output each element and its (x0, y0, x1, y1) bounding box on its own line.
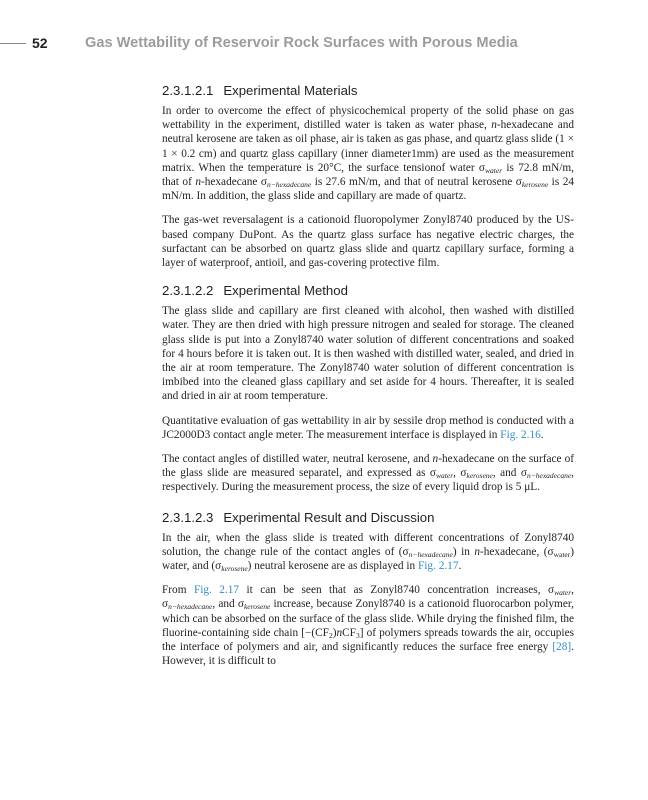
section-number: 2.3.1.2.2 (162, 283, 214, 299)
subscript: kerosene (521, 180, 549, 190)
text-run: is 72.8 mN/m, that of (162, 161, 574, 189)
subscript: kerosene (221, 564, 248, 574)
text-run: ) water, and (σ (162, 545, 574, 573)
paragraph-results-2 (162, 583, 574, 668)
subscript: 2 (328, 630, 333, 640)
text-run: , respectively. During the measurement process, the size of every liquid drop is 5 μL. (162, 467, 574, 494)
citation-link[interactable]: [28] (552, 641, 572, 654)
subscript: water (436, 471, 454, 481)
subscript: water (485, 165, 503, 175)
text-run: ) in (452, 545, 475, 558)
italic-run: n (491, 119, 497, 132)
figure-link[interactable]: Fig. 2.17 (417, 560, 459, 573)
text-run: , σ (162, 584, 574, 611)
subscript: kerosene (466, 471, 493, 481)
section-number: 2.3.1.2.1 (162, 83, 214, 98)
text-run: . However, it is difficult to (162, 641, 574, 668)
section-title: Experimental Method (223, 283, 348, 299)
section-heading-method (162, 282, 574, 299)
text-run: The contact angles of distilled water, neutral kerosene, and (162, 453, 433, 466)
text-run: ) neutral kerosene are as displayed in (247, 560, 418, 573)
running-header (0, 34, 648, 54)
text-run: , and σ (212, 598, 244, 611)
subscript: water (554, 588, 572, 598)
text-run: , σ (453, 467, 467, 480)
page-body (162, 82, 574, 679)
running-title: Gas Wettability of Reservoir Rock Surfaces with Porous Media (85, 35, 518, 51)
paragraph-materials-1 (162, 104, 574, 203)
subscript: water (553, 549, 571, 559)
text-run: -hexadecane and neutral kerosene are taken as oil phase, air is taken as gas phase, and quartz glass slide (1 × 1 × 0.2 cm) and quartz glass capillary (inner diameter1mm) are used as the measurement matrix. When the temperature is 20°C, the surface tensionof water σ (162, 119, 575, 174)
text-run: is 24 mN/m. In addition, the glass slide and capillary are made of quartz. (162, 176, 575, 203)
text-run: -hexadecane, (σ (480, 545, 554, 558)
text-run: it can be seen that as Zonyl8740 concentration increases, σ (239, 584, 555, 597)
text-run: In order to overcome the effect of physicochemical property of the solid phase on gas wettability in the experiment, distilled water is taken as water phase, (162, 105, 574, 132)
text-run: -hexadecane σ (200, 176, 267, 189)
paragraph-results-1 (162, 531, 574, 574)
subscript: 3 (355, 630, 360, 640)
text-run: , and σ (492, 467, 527, 480)
figure-link[interactable]: Fig. 2.16 (500, 428, 541, 441)
paragraph-method-1: The glass slide and capillary are first cleaned with alcohol, then washed with distilled water. They are then dried with high pressure nitrogen and sealed for storage. The cleaned glass slide is put into a Zonyl8740 water solution of different concentrations and soaked for 4 hours before it is taken out. It is then washed with distilled water, sealed, and dried in the air at room temperature. The Zonyl8740 water solution of different concentration is imbibed into the cleaned glass capillary and set aside for 4 hours. Thereafter, it is sealed and dried in air at room temperature. (162, 305, 574, 403)
paragraph-method-3 (162, 452, 574, 495)
text-run: is 27.6 mN/m, and that of neutral kerosene σ (311, 176, 522, 189)
text-run: CF (342, 626, 356, 639)
text-run: ] of polymers spreads towards the air, occupies the interface of polymers and air, and significantly reduces the surface free energy (162, 626, 574, 654)
text-run: . (458, 560, 462, 573)
italic-run: n (474, 545, 480, 558)
italic-run: n (195, 176, 201, 189)
text-run: ) (332, 626, 337, 639)
section-title: Experimental Materials (223, 83, 358, 98)
subscript: n−hexadecane (267, 180, 312, 190)
subscript: kerosene (243, 602, 271, 612)
paragraph-method-2 (162, 414, 574, 442)
paragraph-materials-2: The gas-wet reversalagent is a cationoid fluoropolymer Zonyl8740 produced by the US-based company DuPont. As the quartz glass surface has negative electric charges, the surfactant can be absorbed on quartz glass slide and quartz capillary surface, forming a layer of waterproof, antioil, and gas-covering protective film. (162, 214, 574, 270)
subscript: n−hexadecane (526, 471, 572, 481)
italic-run: n (336, 626, 343, 639)
page-number: 52 (32, 35, 48, 51)
text-run: . (540, 428, 544, 441)
section-heading-materials (162, 82, 574, 99)
figure-link[interactable]: Fig. 2.17 (193, 584, 240, 597)
italic-run: n (432, 453, 439, 466)
subscript: n−hexadecane (168, 602, 213, 612)
section-heading-results (162, 509, 574, 526)
text-run: -hexadecane on the surface of the glass slide are measured separatel, and expressed as σ (162, 453, 575, 480)
text-run: increase, because Zonyl8740 is a cationoid fluorocarbon polymer, which can be absorbed on the surface of the glass slide. While drying the finished film, the fluorine-containing side chain [−(CF (162, 598, 574, 639)
text-run: From (162, 584, 194, 597)
subscript: n−hexadecane (408, 549, 453, 559)
text-run: Quantitative evaluation of gas wettability in air by sessile drop method is conducted with a JC2000D3 contact angle meter. The measurement interface is displayed in (162, 414, 574, 441)
section-number: 2.3.1.2.3 (162, 509, 214, 525)
header-rule (0, 43, 26, 44)
text-run: In the air, when the glass slide is treated with different concentrations of Zonyl8740 solution, the change rule of the contact angles of (σ (162, 531, 574, 558)
section-title: Experimental Result and Discussion (223, 509, 435, 525)
